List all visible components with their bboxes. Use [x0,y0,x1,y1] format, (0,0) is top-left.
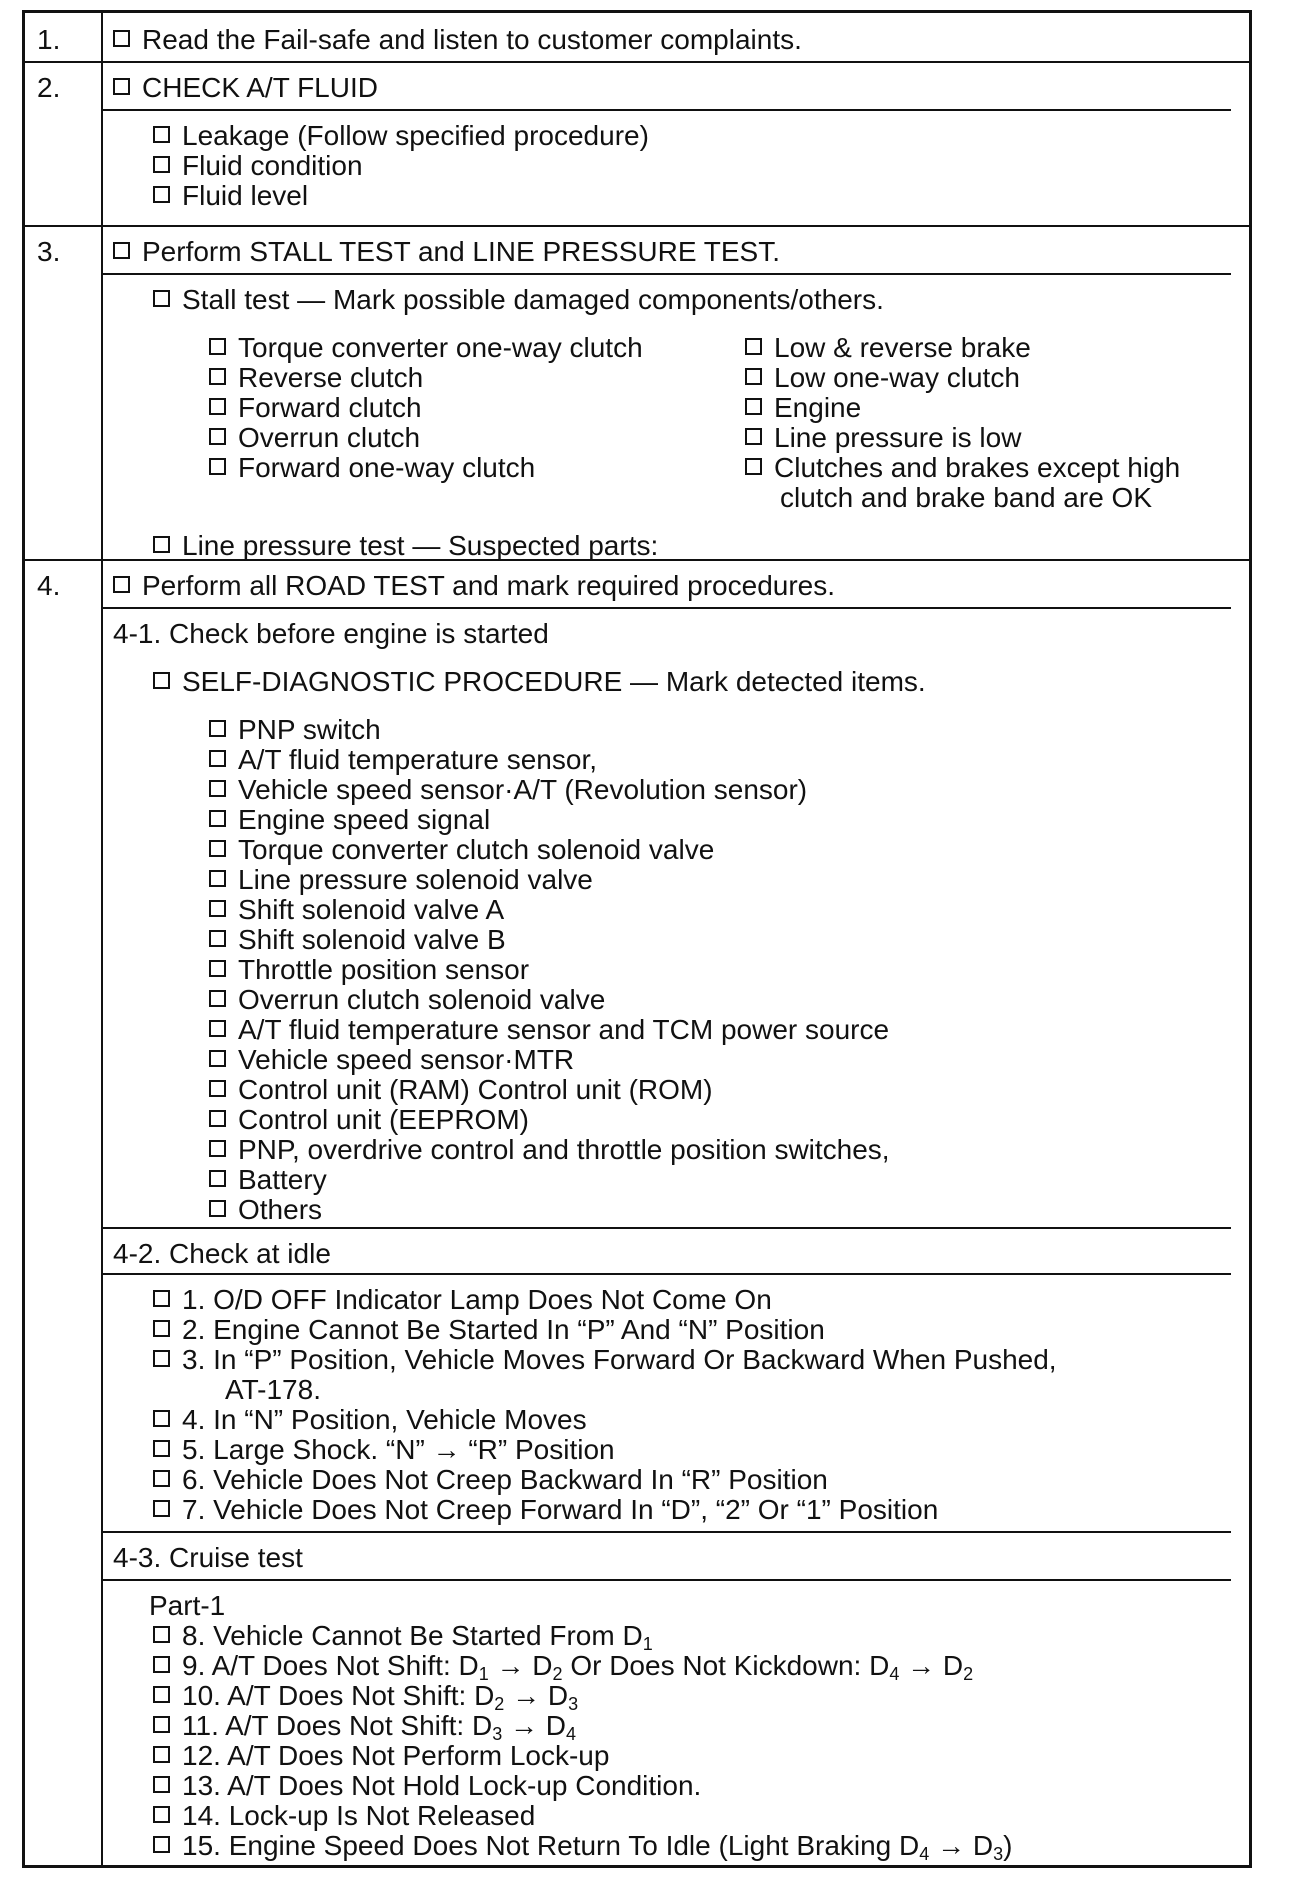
item-label: Control unit (EEPROM) [238,1104,529,1135]
checkbox[interactable] [153,186,170,203]
item-label: PNP switch [238,714,381,745]
checkbox[interactable] [745,428,762,445]
checkbox[interactable] [209,368,226,385]
item-label: Throttle position sensor [238,954,530,985]
subsection-title: 4-2. Check at idle [113,1238,331,1269]
section-4-item[interactable] [113,571,835,601]
checkbox[interactable] [153,156,170,173]
self-diagnostic-item[interactable] [209,1045,574,1075]
divider [101,1227,1231,1229]
checkbox[interactable] [153,536,170,553]
checkbox[interactable] [209,990,226,1007]
checkbox[interactable] [745,458,762,475]
section-title: Perform all ROAD TEST and mark required procedures. [142,570,836,601]
self-diagnostic-item[interactable] [209,1105,529,1135]
item-label: Vehicle speed sensor·MTR [238,1044,575,1075]
item-label: Line pressure test — Suspected parts: [182,530,659,561]
item-label: 6. Vehicle Does Not Creep Backward In “R” Position [182,1464,828,1495]
section-2-item[interactable] [113,73,378,103]
item-label: Shift solenoid valve B [238,924,506,955]
checkbox[interactable] [113,30,130,47]
item-label: Others [238,1194,323,1225]
checkbox[interactable] [209,428,226,445]
subscript: 4 [566,1724,577,1744]
divider [101,1273,1231,1275]
stall-component-item[interactable] [209,453,535,483]
checkbox[interactable] [153,1746,170,1763]
checkbox[interactable] [153,1410,170,1427]
checkbox[interactable] [209,810,226,827]
item-label: Line pressure is low [774,422,1022,453]
close-paren: ) [1003,1830,1013,1861]
self-diagnostic-item[interactable] [209,745,597,775]
checkbox[interactable] [209,1020,226,1037]
line-pressure-item[interactable] [153,531,658,561]
checkbox[interactable] [209,1110,226,1127]
item-label: Line pressure solenoid valve [238,864,593,895]
checkbox[interactable] [209,960,226,977]
item-label: Torque converter one-way clutch [238,332,643,363]
item-label: 5. Large Shock. “N” → “R” Position [182,1434,615,1465]
item-label: 15. Engine Speed Does Not Return To Idle (Light Braking D [182,1830,920,1861]
stall-component-item[interactable] [745,453,1180,483]
item-label: 3. In “P” Position, Vehicle Moves Forward Or Backward When Pushed, [182,1344,1057,1375]
checklist-sheet [22,10,1252,1868]
section-3-item[interactable] [113,237,780,267]
subsection-title: 4-3. Cruise test [113,1542,303,1573]
item-label: Forward clutch [238,392,422,423]
checkbox[interactable] [113,576,130,593]
self-diagnostic-item[interactable] [209,985,605,1015]
arrow: → [512,1680,541,1711]
checkbox[interactable] [209,1050,226,1067]
item-label: Fluid level [182,180,309,211]
section-number: 2. [37,72,61,103]
self-diagnostic-item[interactable] [209,835,714,865]
checkbox[interactable] [745,368,762,385]
cruise-item[interactable]: 15. Engine Speed Does Not Return To Idle (Light Braking $D_4 \to D_3$) [153,1831,1012,1861]
item-label: 2. Engine Cannot Be Started In “P” And “N” Position [182,1314,825,1345]
checkbox[interactable] [153,1716,170,1733]
cruise-item[interactable]: 10. A/T Does Not Shift: $D_2 \to D_3$ [153,1681,578,1711]
divider [101,607,1231,609]
checkbox[interactable] [209,1200,226,1217]
checkbox[interactable] [209,1170,226,1187]
fluid-check-item[interactable] [153,181,308,211]
stall-component-item[interactable] [209,363,423,393]
item-label-continued: clutch and brake band are OK [780,482,1153,513]
item-label: SELF-DIAGNOSTIC PROCEDURE — Mark detected items. [182,666,926,697]
checkbox[interactable] [153,672,170,689]
stall-component-item[interactable] [745,423,1021,453]
subscript: 3 [492,1724,503,1744]
self-diagnostic-item[interactable] [153,667,926,697]
item-label: 10. A/T Does Not Shift: D [182,1680,495,1711]
item-label: Or Does Not Kickdown: D [570,1650,890,1681]
item-label: A/T fluid temperature sensor, [238,744,597,775]
checkbox[interactable] [113,242,130,259]
checkbox[interactable] [153,1806,170,1823]
self-diagnostic-item[interactable] [209,925,506,955]
self-diagnostic-item[interactable] [209,1015,889,1045]
stall-component-item[interactable] [745,333,1031,363]
checkbox[interactable] [209,398,226,415]
item-label: Battery [238,1164,327,1195]
item-label: Control unit (RAM) Control unit (ROM) [238,1074,713,1105]
cruise-item[interactable]: 11. A/T Does Not Shift: $D_3 \to D_4$ [153,1711,576,1741]
cruise-item[interactable] [153,1741,609,1771]
item-label: Reverse clutch [238,362,424,393]
divider [101,273,1231,275]
subscript: 1 [642,1634,653,1654]
item-label: 8. Vehicle Cannot Be Started From D [182,1620,643,1651]
item-label: 4. In “N” Position, Vehicle Moves [182,1404,587,1435]
item-label: 1. O/D OFF Indicator Lamp Does Not Come On [182,1284,772,1315]
checkbox[interactable] [153,1470,170,1487]
subsection-title: 4-1. Check before engine is started [113,618,549,649]
section-1-item[interactable] [113,25,802,55]
item-label: 13. A/T Does Not Hold Lock-up Condition. [182,1770,702,1801]
checkbox[interactable] [153,1626,170,1643]
self-diagnostic-item[interactable] [209,1165,327,1195]
idle-item[interactable] [153,1315,825,1345]
self-diagnostic-item[interactable] [209,1075,713,1105]
subscript: 4 [919,1844,930,1864]
self-diagnostic-item[interactable] [209,1135,890,1165]
checkbox[interactable] [153,1836,170,1853]
subscript: 1 [478,1664,489,1684]
fluid-check-item[interactable] [153,151,363,181]
item-label: Shift solenoid valve A [238,894,505,925]
idle-item[interactable] [153,1465,828,1495]
stall-component-item[interactable] [745,363,1020,393]
item-label: 7. Vehicle Does Not Creep Forward In “D”, “2” Or “1” Position [182,1494,939,1525]
part-label: Part-1 [149,1590,226,1621]
idle-item[interactable] [153,1405,587,1435]
idle-item[interactable] [153,1285,772,1315]
subscript: 3 [568,1694,579,1714]
arrow: → [907,1650,936,1681]
stall-test-item[interactable] [153,285,884,315]
arrow: → [496,1650,525,1681]
self-diagnostic-item[interactable] [209,955,529,985]
checkbox[interactable] [113,78,130,95]
cruise-item[interactable] [153,1620,653,1654]
subscript: 3 [993,1844,1004,1864]
self-diagnostic-item[interactable] [209,1195,322,1225]
item-label: Stall test — Mark possible damaged components/others. [182,284,884,315]
checkbox[interactable] [745,338,762,355]
item-label: Low one-way clutch [774,362,1020,393]
checkbox[interactable] [209,870,226,887]
item-label: 12. A/T Does Not Perform Lock-up [182,1740,610,1771]
self-diagnostic-item[interactable] [209,895,504,925]
stall-component-item[interactable] [745,393,861,423]
stall-component-item[interactable] [209,423,420,453]
arrow: → [510,1710,539,1741]
item-label: Fluid condition [182,150,363,181]
checkbox[interactable] [209,720,226,737]
number-column-divider [101,13,103,1865]
section-number: 1. [37,24,61,55]
stall-component-item[interactable] [209,393,422,423]
checkbox[interactable] [209,840,226,857]
subscript: 2 [494,1694,505,1714]
self-diagnostic-item[interactable] [209,715,381,745]
checkbox[interactable] [153,1776,170,1793]
checkbox[interactable] [209,458,226,475]
cruise-item[interactable] [153,1771,701,1801]
checkbox[interactable] [153,1656,170,1673]
divider [101,109,1231,111]
item-label: Engine [774,392,862,423]
checkbox[interactable] [209,930,226,947]
checkbox[interactable] [153,1500,170,1517]
section-title: CHECK A/T FLUID [142,72,378,103]
self-diagnostic-item[interactable] [209,805,490,835]
section-number: 3. [37,236,61,267]
item-label: Forward one-way clutch [238,452,536,483]
idle-item[interactable] [153,1435,615,1465]
self-diagnostic-item[interactable] [209,775,807,805]
item-label: Torque converter clutch solenoid valve [238,834,715,865]
checkbox[interactable] [153,1440,170,1457]
item-label: Low & reverse brake [774,332,1031,363]
checkbox[interactable] [153,1350,170,1367]
item-label: PNP, overdrive control and throttle position switches, [238,1134,890,1165]
section-title: Read the Fail-safe and listen to customer complaints. [142,24,802,55]
idle-item[interactable] [153,1495,938,1525]
divider [101,1531,1231,1533]
divider [101,1579,1231,1581]
checkbox[interactable] [209,1140,226,1157]
divider [25,61,1249,63]
checkbox[interactable] [209,750,226,767]
idle-item[interactable] [153,1345,1057,1375]
cruise-item[interactable]: 9. A/T Does Not Shift: $D_1 \to D_2$ Or Does Not Kickdown: $D_4 \to D_2$ [153,1651,973,1681]
section-title: Perform STALL TEST and LINE PRESSURE TEST. [142,236,781,267]
checkbox[interactable] [153,1290,170,1307]
checkbox[interactable] [153,1320,170,1337]
item-label: Leakage (Follow specified procedure) [182,120,649,151]
subscript: 2 [552,1664,563,1684]
item-label: Overrun clutch solenoid valve [238,984,606,1015]
subscript: 2 [963,1664,974,1684]
divider [25,225,1249,227]
self-diagnostic-item[interactable] [209,865,593,895]
checkbox[interactable] [153,290,170,307]
item-label: 9. A/T Does Not Shift: D [182,1650,479,1681]
cruise-item[interactable] [153,1801,535,1831]
checkbox[interactable] [745,398,762,415]
item-label: Vehicle speed sensor·A/T (Revolution sensor) [238,774,808,805]
checkbox[interactable] [209,1080,226,1097]
checkbox[interactable] [209,900,226,917]
fluid-check-item[interactable] [153,121,649,151]
subscript: 4 [889,1664,900,1684]
item-label: A/T fluid temperature sensor and TCM power source [238,1014,890,1045]
checkbox[interactable] [153,1686,170,1703]
stall-component-item[interactable] [209,333,643,363]
item-label: 11. A/T Does Not Shift: D [182,1710,493,1741]
item-label: Engine speed signal [238,804,491,835]
checkbox[interactable] [209,780,226,797]
checkbox[interactable] [209,338,226,355]
section-number: 4. [37,570,61,601]
item-label: Overrun clutch [238,422,421,453]
item-label: Clutches and brakes except high [774,452,1181,483]
item-label-continued: AT-178. [225,1374,321,1405]
item-label: 14. Lock-up Is Not Released [182,1800,536,1831]
checkbox[interactable] [153,126,170,143]
arrow: → [937,1830,966,1861]
